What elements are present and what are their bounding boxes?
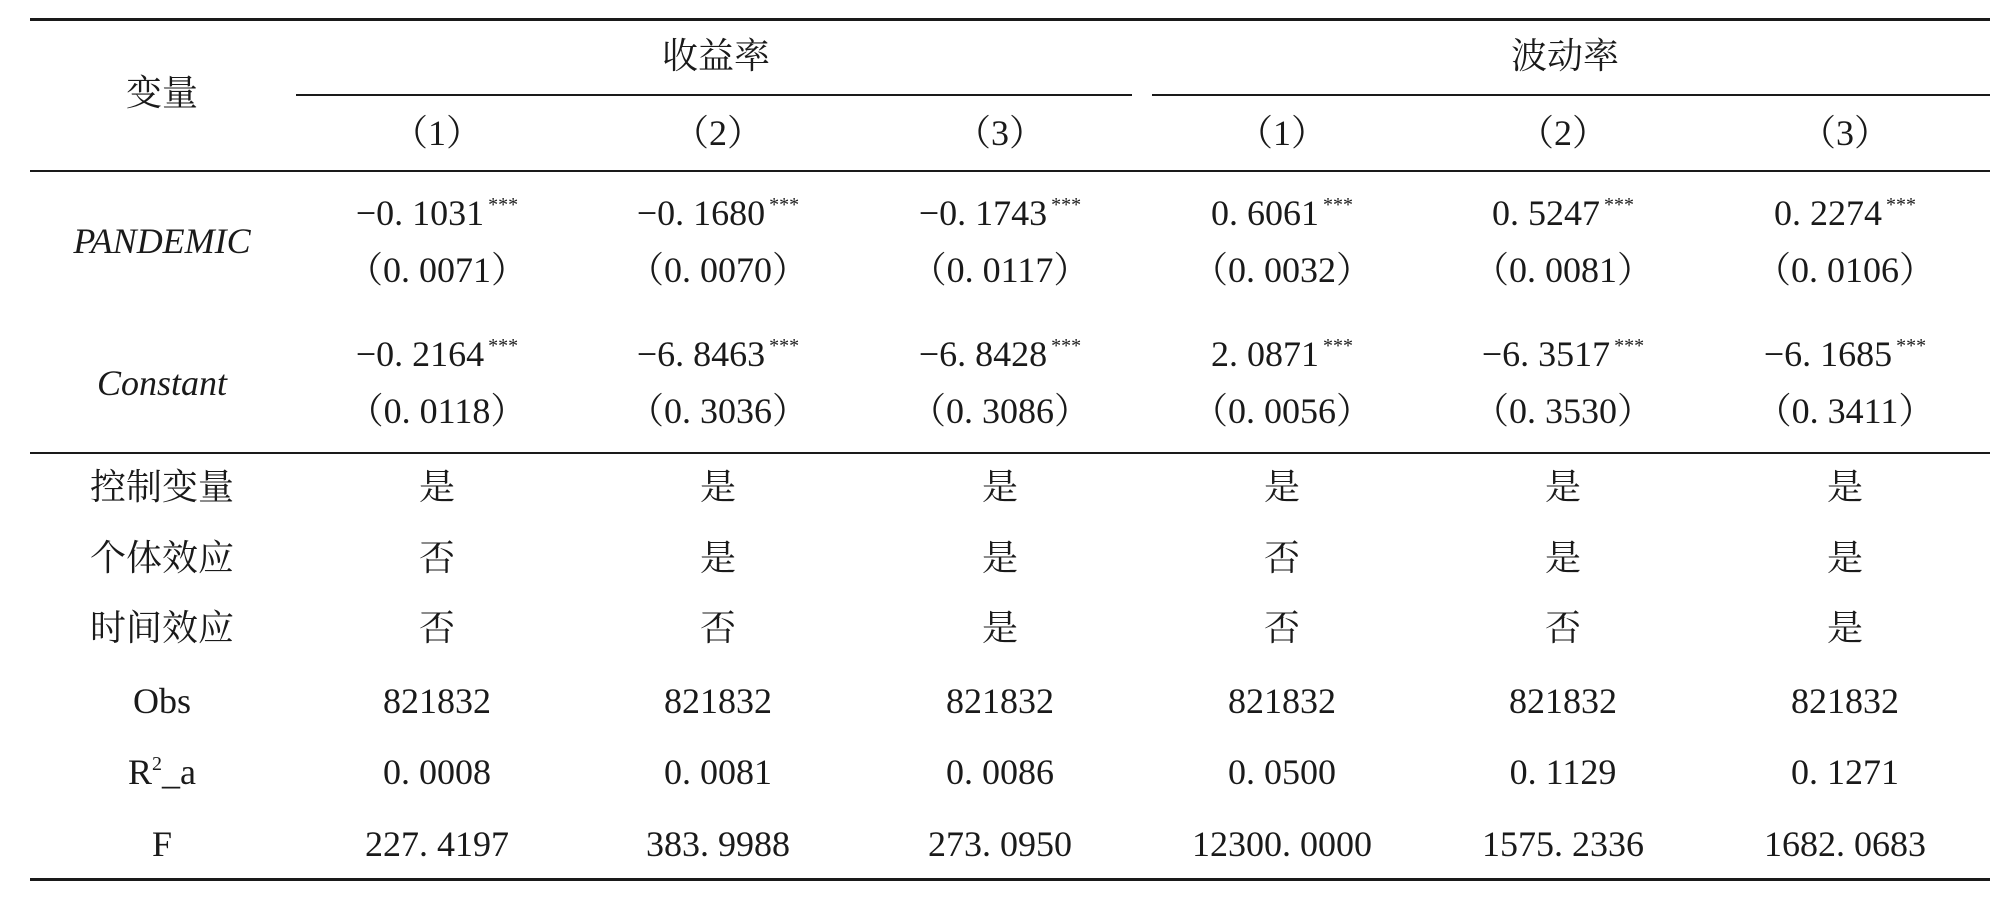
stat-cell: 否 <box>418 538 456 579</box>
stat-cell: 是 <box>1263 467 1301 508</box>
standard-error-cell: （0. 0081） <box>1472 250 1654 290</box>
stat-cell: 0. 0086 <box>946 752 1054 792</box>
coefficient-cell <box>919 195 1081 231</box>
coefficient-cell <box>919 336 1081 372</box>
top-rule <box>30 18 1990 21</box>
standard-error-cell: （0. 0056） <box>1191 391 1373 431</box>
stat-cell: 否 <box>1263 538 1301 579</box>
stat-cell: 是 <box>1544 467 1582 508</box>
stat-cell: 821832 <box>1228 681 1336 721</box>
significance-stars: *** <box>1604 194 1634 216</box>
stat-cell: 0. 0500 <box>1228 752 1336 792</box>
row-label-r2-adjusted <box>128 754 196 790</box>
significance-stars: *** <box>769 335 800 357</box>
stat-cell: 是 <box>1826 467 1864 508</box>
row-label-constant: Constant <box>96 363 228 403</box>
column-header: （1） <box>391 113 483 153</box>
coefficient-value: 0. 6061 <box>1211 193 1319 233</box>
standard-error-cell: （0. 0117） <box>910 250 1090 290</box>
significance-stars: *** <box>769 194 800 216</box>
bottom-rule <box>30 878 1990 881</box>
stat-cell: 是 <box>981 467 1019 508</box>
row-label: 时间效应 <box>89 608 235 649</box>
stat-cell: 1682. 0683 <box>1764 824 1926 864</box>
row-label: F <box>151 824 173 864</box>
coefficient-value: 0. 2274 <box>1774 193 1882 233</box>
stat-cell: 否 <box>418 608 456 649</box>
stat-cell: 0. 1129 <box>1509 752 1617 792</box>
stat-cell: 是 <box>1826 608 1864 649</box>
coefficient-value: −6. 8463 <box>636 334 766 374</box>
significance-stars: *** <box>1323 194 1353 216</box>
stat-cell: 否 <box>1263 608 1301 649</box>
significance-stars: *** <box>1896 335 1927 357</box>
coefficient-cell <box>1492 195 1634 231</box>
header-rule <box>30 170 1990 172</box>
stat-cell: 否 <box>1544 608 1582 649</box>
stat-cell: 否 <box>699 608 737 649</box>
row-label-pandemic: PANDEMIC <box>73 221 251 261</box>
coefficient-cell <box>1774 195 1916 231</box>
coefficient-cell <box>1211 195 1353 231</box>
coefficient-value: −0. 2164 <box>355 334 485 374</box>
coefficient-cell <box>637 336 799 372</box>
coefficient-value: −6. 3517 <box>1481 334 1611 374</box>
group-header-returns: 收益率 <box>661 36 771 77</box>
standard-error-cell: （0. 0071） <box>346 250 528 290</box>
group-rule-returns <box>296 94 1132 96</box>
coefficient-value: 2. 0871 <box>1211 334 1319 374</box>
stat-cell: 0. 0081 <box>664 752 772 792</box>
standard-error-cell: （0. 0106） <box>1754 250 1936 290</box>
stat-cell: 821832 <box>1791 681 1899 721</box>
coefficient-value: −0. 1680 <box>636 193 766 233</box>
coefficient-cell <box>1482 336 1644 372</box>
significance-stars: *** <box>1051 194 1082 216</box>
coefficient-value: −0. 1031 <box>355 193 485 233</box>
stat-cell: 是 <box>981 608 1019 649</box>
standard-error-cell: （0. 3411） <box>1755 391 1935 431</box>
stat-cell: 821832 <box>383 681 491 721</box>
stat-cell: 是 <box>981 538 1019 579</box>
stat-cell: 是 <box>1826 538 1864 579</box>
stat-cell: 821832 <box>1509 681 1617 721</box>
stat-cell: 227. 4197 <box>365 824 509 864</box>
coefficient-value: 0. 5247 <box>1492 193 1600 233</box>
standard-error-cell: （0. 0070） <box>627 250 809 290</box>
significance-stars: *** <box>1051 335 1082 357</box>
standard-error-cell: （0. 3530） <box>1472 391 1654 431</box>
label-superscript: 2 <box>152 753 163 775</box>
stat-cell: 是 <box>418 467 456 508</box>
stat-cell: 821832 <box>946 681 1054 721</box>
significance-stars: *** <box>488 335 519 357</box>
significance-stars: *** <box>1886 194 1916 216</box>
stat-cell: 273. 0950 <box>928 824 1072 864</box>
standard-error-cell: （0. 3036） <box>627 391 809 431</box>
coefficient-cell <box>637 195 799 231</box>
coefficient-cell <box>1764 336 1926 372</box>
row-label: Obs <box>132 681 192 721</box>
group-header-volatility: 波动率 <box>1510 36 1620 77</box>
row-label: 个体效应 <box>89 538 235 579</box>
column-header: （2） <box>1517 113 1609 153</box>
standard-error-cell: （0. 0118） <box>347 391 527 431</box>
group-rule-volatility <box>1152 94 1990 96</box>
column-header: （3） <box>1799 113 1891 153</box>
stat-cell: 821832 <box>664 681 772 721</box>
significance-stars: *** <box>488 194 519 216</box>
label-tail: _a <box>162 752 196 792</box>
stat-cell: 12300. 0000 <box>1192 824 1372 864</box>
column-header: （3） <box>954 113 1046 153</box>
stat-cell: 1575. 2336 <box>1482 824 1644 864</box>
coefficient-value: −0. 1743 <box>918 193 1048 233</box>
coefficient-cell <box>356 195 518 231</box>
stat-cell: 是 <box>1544 538 1582 579</box>
stat-cell: 0. 1271 <box>1791 752 1899 792</box>
row-label: 控制变量 <box>89 467 235 508</box>
column-header: （2） <box>672 113 764 153</box>
variable-header: 变量 <box>125 73 199 114</box>
column-header: （1） <box>1236 113 1328 153</box>
standard-error-cell: （0. 3086） <box>909 391 1091 431</box>
coefficient-value: −6. 1685 <box>1763 334 1893 374</box>
significance-stars: *** <box>1323 335 1353 357</box>
label-main: R <box>128 752 153 792</box>
coefficient-value: −6. 8428 <box>918 334 1048 374</box>
stat-cell: 0. 0008 <box>383 752 491 792</box>
significance-stars: *** <box>1614 335 1645 357</box>
stat-cell: 是 <box>699 467 737 508</box>
stat-cell: 383. 9988 <box>646 824 790 864</box>
coefficient-cell <box>1211 336 1353 372</box>
mid-rule <box>30 452 1990 454</box>
coefficient-cell <box>356 336 518 372</box>
standard-error-cell: （0. 0032） <box>1191 250 1373 290</box>
stat-cell: 是 <box>699 538 737 579</box>
